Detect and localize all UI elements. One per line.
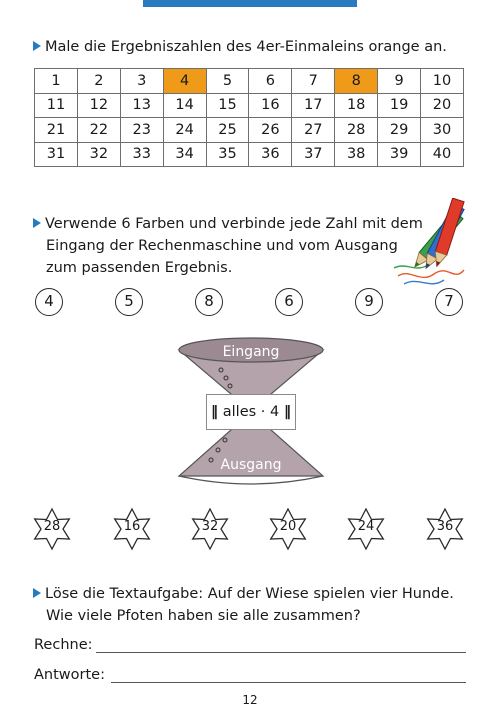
grid-cell[interactable]: 27 xyxy=(292,118,335,143)
machine-exit-label: Ausgang xyxy=(220,457,282,473)
task-2-line-1: Verwende 6 Farben und verbinde jede Zahl mit dem xyxy=(45,216,423,232)
task-3-line-2: Wie viele Pfoten haben sie alle zusammen? xyxy=(46,608,361,624)
input-number-circle[interactable]: 6 xyxy=(275,288,303,316)
grid-cell[interactable]: 39 xyxy=(378,142,421,167)
task-2-instruction xyxy=(33,213,423,279)
grid-cell[interactable]: 2 xyxy=(77,69,120,94)
machine-entry-label: Eingang xyxy=(222,344,280,360)
grid-cell[interactable]: 25 xyxy=(206,118,249,143)
grid-cell[interactable]: 16 xyxy=(249,93,292,118)
calc-label: Rechne: xyxy=(34,637,93,653)
result-star-value: 16 xyxy=(123,519,141,534)
grid-cell[interactable]: 40 xyxy=(421,142,464,167)
bullet-triangle-icon xyxy=(33,218,41,228)
result-star-value: 24 xyxy=(357,519,375,534)
grid-cell[interactable]: 28 xyxy=(335,118,378,143)
answer-label: Antworte: xyxy=(34,667,105,683)
result-star-value: 28 xyxy=(43,519,61,534)
grid-cell[interactable]: 15 xyxy=(206,93,249,118)
grid-cell[interactable]: 22 xyxy=(77,118,120,143)
grid-cell[interactable]: 30 xyxy=(421,118,464,143)
grid-cell[interactable]: 17 xyxy=(292,93,335,118)
grid-row xyxy=(35,69,464,94)
calculation-machine xyxy=(175,336,327,486)
grid-cell[interactable]: 24 xyxy=(163,118,206,143)
grid-cell[interactable]: 5 xyxy=(206,69,249,94)
grid-cell[interactable]: 11 xyxy=(35,93,78,118)
grid-cell[interactable]: 33 xyxy=(120,142,163,167)
task-3-line-1: Löse die Textaufgabe: Auf der Wiese spielen vier Hunde. xyxy=(45,586,454,602)
grid-cell[interactable]: 34 xyxy=(163,142,206,167)
input-number-circle[interactable]: 4 xyxy=(35,288,63,316)
machine-operation-box: ‖ alles · 4 ‖ xyxy=(206,394,296,430)
grid-cell[interactable]: 12 xyxy=(77,93,120,118)
input-number-circle[interactable]: 7 xyxy=(435,288,463,316)
grid-cell[interactable]: 9 xyxy=(378,69,421,94)
grid-cell[interactable]: 1 xyxy=(35,69,78,94)
grid-row xyxy=(35,118,464,143)
grid-cell[interactable]: 10 xyxy=(421,69,464,94)
result-star[interactable] xyxy=(268,507,308,551)
input-number-circle[interactable]: 8 xyxy=(195,288,223,316)
grid-cell[interactable]: 13 xyxy=(120,93,163,118)
task-2-line-3: zum passenden Ergebnis. xyxy=(46,260,233,276)
result-star-value: 32 xyxy=(201,519,219,534)
grid-cell[interactable]: 18 xyxy=(335,93,378,118)
input-number-circle[interactable]: 9 xyxy=(355,288,383,316)
grid-cell[interactable]: 3 xyxy=(120,69,163,94)
result-star-value: 36 xyxy=(436,519,454,534)
grid-row xyxy=(35,142,464,167)
grid-cell[interactable]: 7 xyxy=(292,69,335,94)
grid-cell[interactable]: 29 xyxy=(378,118,421,143)
grid-cell[interactable]: 35 xyxy=(206,142,249,167)
result-star[interactable] xyxy=(190,507,230,551)
grid-cell[interactable]: 38 xyxy=(335,142,378,167)
page-number: 12 xyxy=(242,693,258,707)
grid-cell[interactable]: 21 xyxy=(35,118,78,143)
result-star[interactable] xyxy=(346,507,386,551)
task-2-line-2: Eingang der Rechenmaschine und vom Ausgang xyxy=(46,238,398,254)
bullet-triangle-icon xyxy=(33,588,41,598)
result-star[interactable] xyxy=(32,507,72,551)
result-star[interactable] xyxy=(112,507,152,551)
grid-cell[interactable]: 8 xyxy=(335,69,378,94)
grid-cell[interactable]: 31 xyxy=(35,142,78,167)
colored-pencils-illustration xyxy=(390,198,478,290)
task-1-instruction xyxy=(33,36,447,58)
grid-cell[interactable]: 4 xyxy=(163,69,206,94)
grid-cell[interactable]: 32 xyxy=(77,142,120,167)
times-table-grid xyxy=(34,68,464,167)
machine-operation-text: alles · 4 xyxy=(222,404,280,420)
bullet-triangle-icon xyxy=(33,41,41,51)
header-bar xyxy=(143,0,357,7)
grid-cell[interactable]: 19 xyxy=(378,93,421,118)
grid-cell[interactable]: 14 xyxy=(163,93,206,118)
task-1-text: Male die Ergebniszahlen des 4er-Einmaleins orange an. xyxy=(45,39,447,55)
result-star-value: 20 xyxy=(279,519,297,534)
input-number-circle[interactable]: 5 xyxy=(115,288,143,316)
task-3-instruction xyxy=(33,583,454,627)
grid-cell[interactable]: 37 xyxy=(292,142,335,167)
grid-cell[interactable]: 36 xyxy=(249,142,292,167)
calc-answer-line[interactable] xyxy=(96,652,466,653)
grid-cell[interactable]: 20 xyxy=(421,93,464,118)
grid-cell[interactable]: 6 xyxy=(249,69,292,94)
grid-cell[interactable]: 23 xyxy=(120,118,163,143)
answer-line[interactable] xyxy=(111,682,466,683)
grid-cell[interactable]: 26 xyxy=(249,118,292,143)
result-star[interactable] xyxy=(425,507,465,551)
grid-row xyxy=(35,93,464,118)
